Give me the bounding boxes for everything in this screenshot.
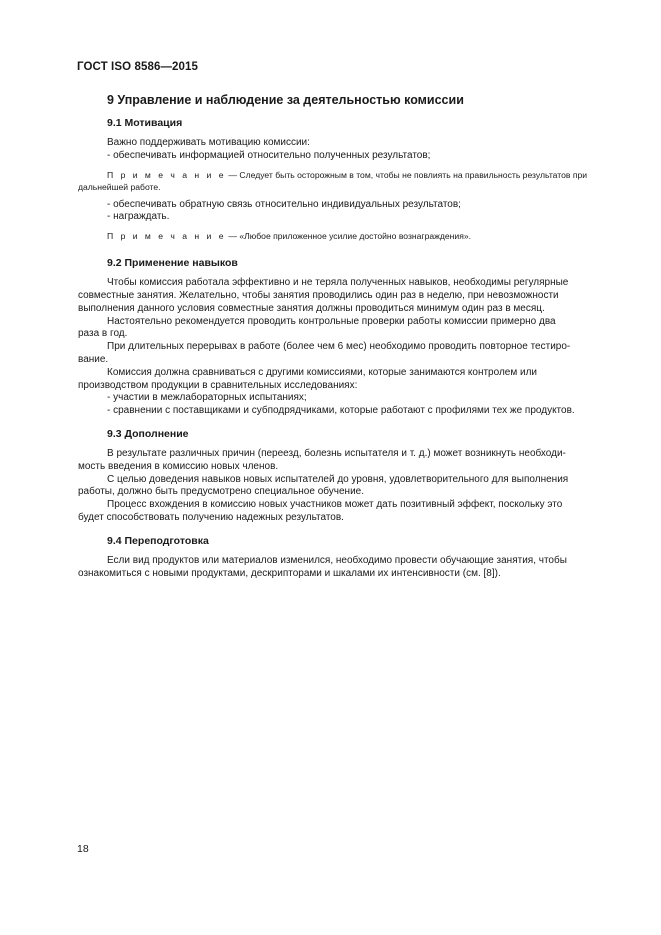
note-1-continuation: дальнейшей работе. <box>78 181 161 192</box>
skills-paragraph-3-line-2: вание. <box>78 353 109 365</box>
note-1 <box>107 169 615 181</box>
subsection-9-2-title: 9.2 Применение навыков <box>107 257 238 270</box>
note-2-label: П р и м е ч а н и е <box>107 231 227 242</box>
motivation-item-information: - обеспечивать информацией относительно полученных результатов; <box>107 149 431 161</box>
motivation-item-feedback: - обеспечивать обратную связь относительно индивидуальных результатов; <box>107 198 461 210</box>
note-1-text: — Следует быть осторожным в том, чтобы не повлиять на правильность результатов при <box>226 169 588 180</box>
skills-paragraph-2-line-1: Настоятельно рекомендуется проводить контрольные проверки работы комиссии примерно два <box>107 315 556 327</box>
addition-paragraph-1-line-1: В результате различных причин (переезд, болезнь испытателя и т. д.) может возникнуть необходи- <box>107 447 566 459</box>
note-2-text: — «Любое приложенное усилие достойно вознаграждения». <box>226 231 472 242</box>
subsection-9-4-title: 9.4 Переподготовка <box>107 534 209 547</box>
skills-paragraph-2-line-2: раза в год. <box>78 328 128 340</box>
document-id-header: ГОСТ ISO 8586—2015 <box>77 61 199 73</box>
addition-paragraph-2-line-2: работы, должно быть предусмотрено специальное обучение. <box>78 486 364 498</box>
addition-paragraph-2-line-1: С целью доведения навыков новых испытателей до уровня, удовлетворительного для выполнения <box>107 473 569 485</box>
skills-paragraph-1-line-1: Чтобы комиссия работала эффективно и не теряла полученных навыков, необходимы регулярные <box>107 277 569 289</box>
addition-paragraph-3-line-1: Процесс вхождения в комиссию новых участников может дать позитивный эффект, поскольку это <box>107 499 563 511</box>
motivation-item-reward: - награждать. <box>107 211 170 223</box>
skills-paragraph-4-line-2: производством продукции в сравнительных исследованиях: <box>78 379 358 391</box>
subsection-9-1-title: 9.1 Мотивация <box>107 117 183 129</box>
retraining-paragraph-line-1: Если вид продуктов или материалов изменился, необходимо провести обучающие занятия, чтобы <box>107 554 567 566</box>
note-2 <box>107 230 615 242</box>
motivation-intro: Важно поддерживать мотивацию комиссии: <box>107 137 310 148</box>
skills-paragraph-1-line-3: выполнения данного условия совместные занятия должны проводиться минимум один раз в месяц. <box>78 302 545 314</box>
skills-item-suppliers: - сравнении с поставщиками и субподрядчиками, которые работают с профилями тех же продуктов. <box>107 405 575 417</box>
addition-paragraph-3-line-2: будет способствовать получению надежных результатов. <box>78 511 344 523</box>
subsection-9-3-title: 9.3 Дополнение <box>107 427 189 440</box>
page-number: 18 <box>77 843 89 855</box>
skills-paragraph-4-line-1: Комиссия должна сравниваться с другими комиссиями, которые занимаются контролем или <box>107 366 538 378</box>
skills-paragraph-1-line-2: совместные занятия. Желательно, чтобы занятия проводились один раз в неделю, при невозможности <box>78 289 559 301</box>
note-1-label: П р и м е ч а н и е <box>107 169 227 180</box>
skills-paragraph-3-line-1: При длительных перерывах в работе (более чем 6 мес) необходимо проводить повторное тестиро- <box>107 341 571 353</box>
addition-paragraph-1-line-2: мость введения в комиссию новых членов. <box>78 460 279 472</box>
retraining-paragraph-line-2: ознакомиться с новыми продуктами, дескрипторами и шкалами их интенсивности (см. [8]). <box>78 567 501 579</box>
document-body <box>78 92 615 580</box>
skills-item-interlab: - участии в межлабораторных испытаниях; <box>107 392 307 404</box>
section-9-title: 9 Управление и наблюдение за деятельностью комиссии <box>107 93 464 107</box>
